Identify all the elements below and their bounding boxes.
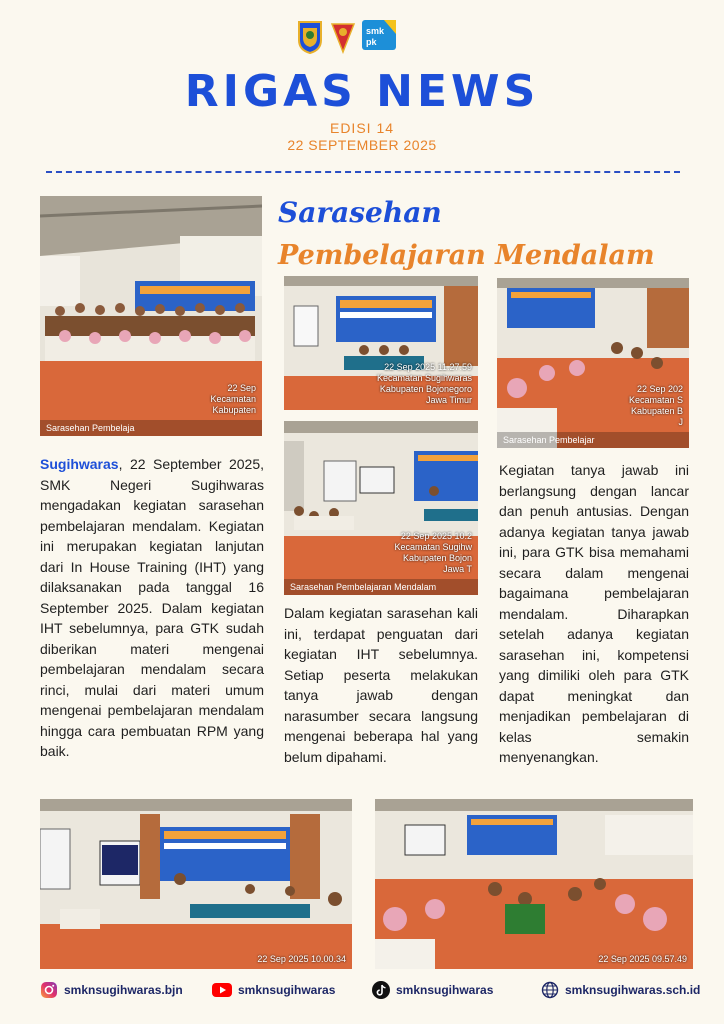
photo-participants-seated: 22 Sep 202 Kecamatan S Kabupaten B J Sarasehan Pembelajar xyxy=(497,278,689,448)
photo-participants-floor: 22 Sep 2025 09.57.49 xyxy=(375,799,693,969)
smk-pk-logo xyxy=(362,20,396,54)
header-divider xyxy=(46,171,680,173)
photo-group-attendees: 22 Sep Kecamatan Kabupaten Sarasehan Pembelaja xyxy=(40,196,262,436)
instagram-handle: smknsugihwaras.bjn xyxy=(64,983,183,997)
article-lead: Sugihwaras xyxy=(40,456,119,472)
article-text: , 22 September 2025, SMK Negeri Sugihwaras mengadakan kegiatan sarasehan pembelajaran mendalam. Kegiatan ini merupakan kegiatan lanjutan dari In House Training (IHT) yang dilaksanakan pada tanggal 16 September 2025. Dalam kegiatan IHT sebelumnya, para GTK sudah diberikan materi mengenai pembelajaran mendalam secara rinci, mulai dari materi umum mengenai pembelajaran mendalam hingga cara pembuatan RPM yang baik. xyxy=(40,456,264,759)
newsletter-title: RIGAS NEWS xyxy=(184,66,540,117)
edition-number: EDISI 14 xyxy=(329,120,395,136)
photo-caption: Sarasehan Pembelaja xyxy=(40,420,262,436)
globe-icon xyxy=(541,981,559,999)
instagram-link[interactable] xyxy=(40,980,183,1000)
article-column-3: Kegiatan tanya jawab ini berlangsung dengan lancar dan penuh antusias. Dengan adanya kegiatan tanya jawab ini, para GTK bisa memahami secara dalam mengenai bagaimana pembelajaran mendalam. Diharapkan setelah adanya kegiatan sarasehan ini, kompetensi yang dimiliki oleh para GTK dapat meningkat dan menjadikan pembelajaran di kelas semakin menyenangkan. xyxy=(499,462,689,765)
photo-panel-speakers: 22 Sep 2025 11.27.59 Kecamatan Sugihwaras Kabupaten Bojonegoro Jawa Timur xyxy=(284,276,478,410)
photo-caption: Sarasehan Pembelajar xyxy=(497,432,689,448)
photo-presenter-audience: 22 Sep 2025 10.00.34 xyxy=(40,799,352,969)
svg-text:smk: smk xyxy=(366,26,385,36)
tiktok-link[interactable] xyxy=(372,980,493,1000)
headline-line1: Sarasehan xyxy=(278,196,442,229)
headline-line2: Pembelajaran Mendalam xyxy=(278,240,655,271)
article-column-1 xyxy=(40,454,264,762)
smk-negeri-sugihwaras-logo xyxy=(330,20,356,54)
youtube-icon xyxy=(212,982,232,998)
tiktok-icon xyxy=(372,981,390,999)
website-link[interactable] xyxy=(541,980,700,1000)
website-url: smknsugihwaras.sch.id xyxy=(565,983,701,997)
tiktok-handle: smknsugihwaras xyxy=(396,983,494,997)
jawa-timur-emblem xyxy=(297,20,323,54)
youtube-link[interactable] xyxy=(212,980,335,1000)
youtube-handle: smknsugihwaras xyxy=(238,983,336,997)
article-column-2: Dalam kegiatan sarasehan kali ini, terdapat penguatan dari kegiatan IHT sebelumnya. Setiap peserta melakukan tanya jawab dengan narasumber secara langsung mengenai beberapa hal yang belum dipahami. xyxy=(284,605,478,765)
svg-text:pk: pk xyxy=(366,37,377,47)
photo-caption: Sarasehan Pembelajaran Mendalam xyxy=(284,579,478,595)
photo-presenter: 22 Sep 2025 10.2 Kecamatan Sugihw Kabupaten Bojon Jawa T Sarasehan Pembelajaran Mendalam xyxy=(284,421,478,595)
edition-date: 22 SEPTEMBER 2025 xyxy=(287,137,437,153)
instagram-icon xyxy=(40,981,58,999)
